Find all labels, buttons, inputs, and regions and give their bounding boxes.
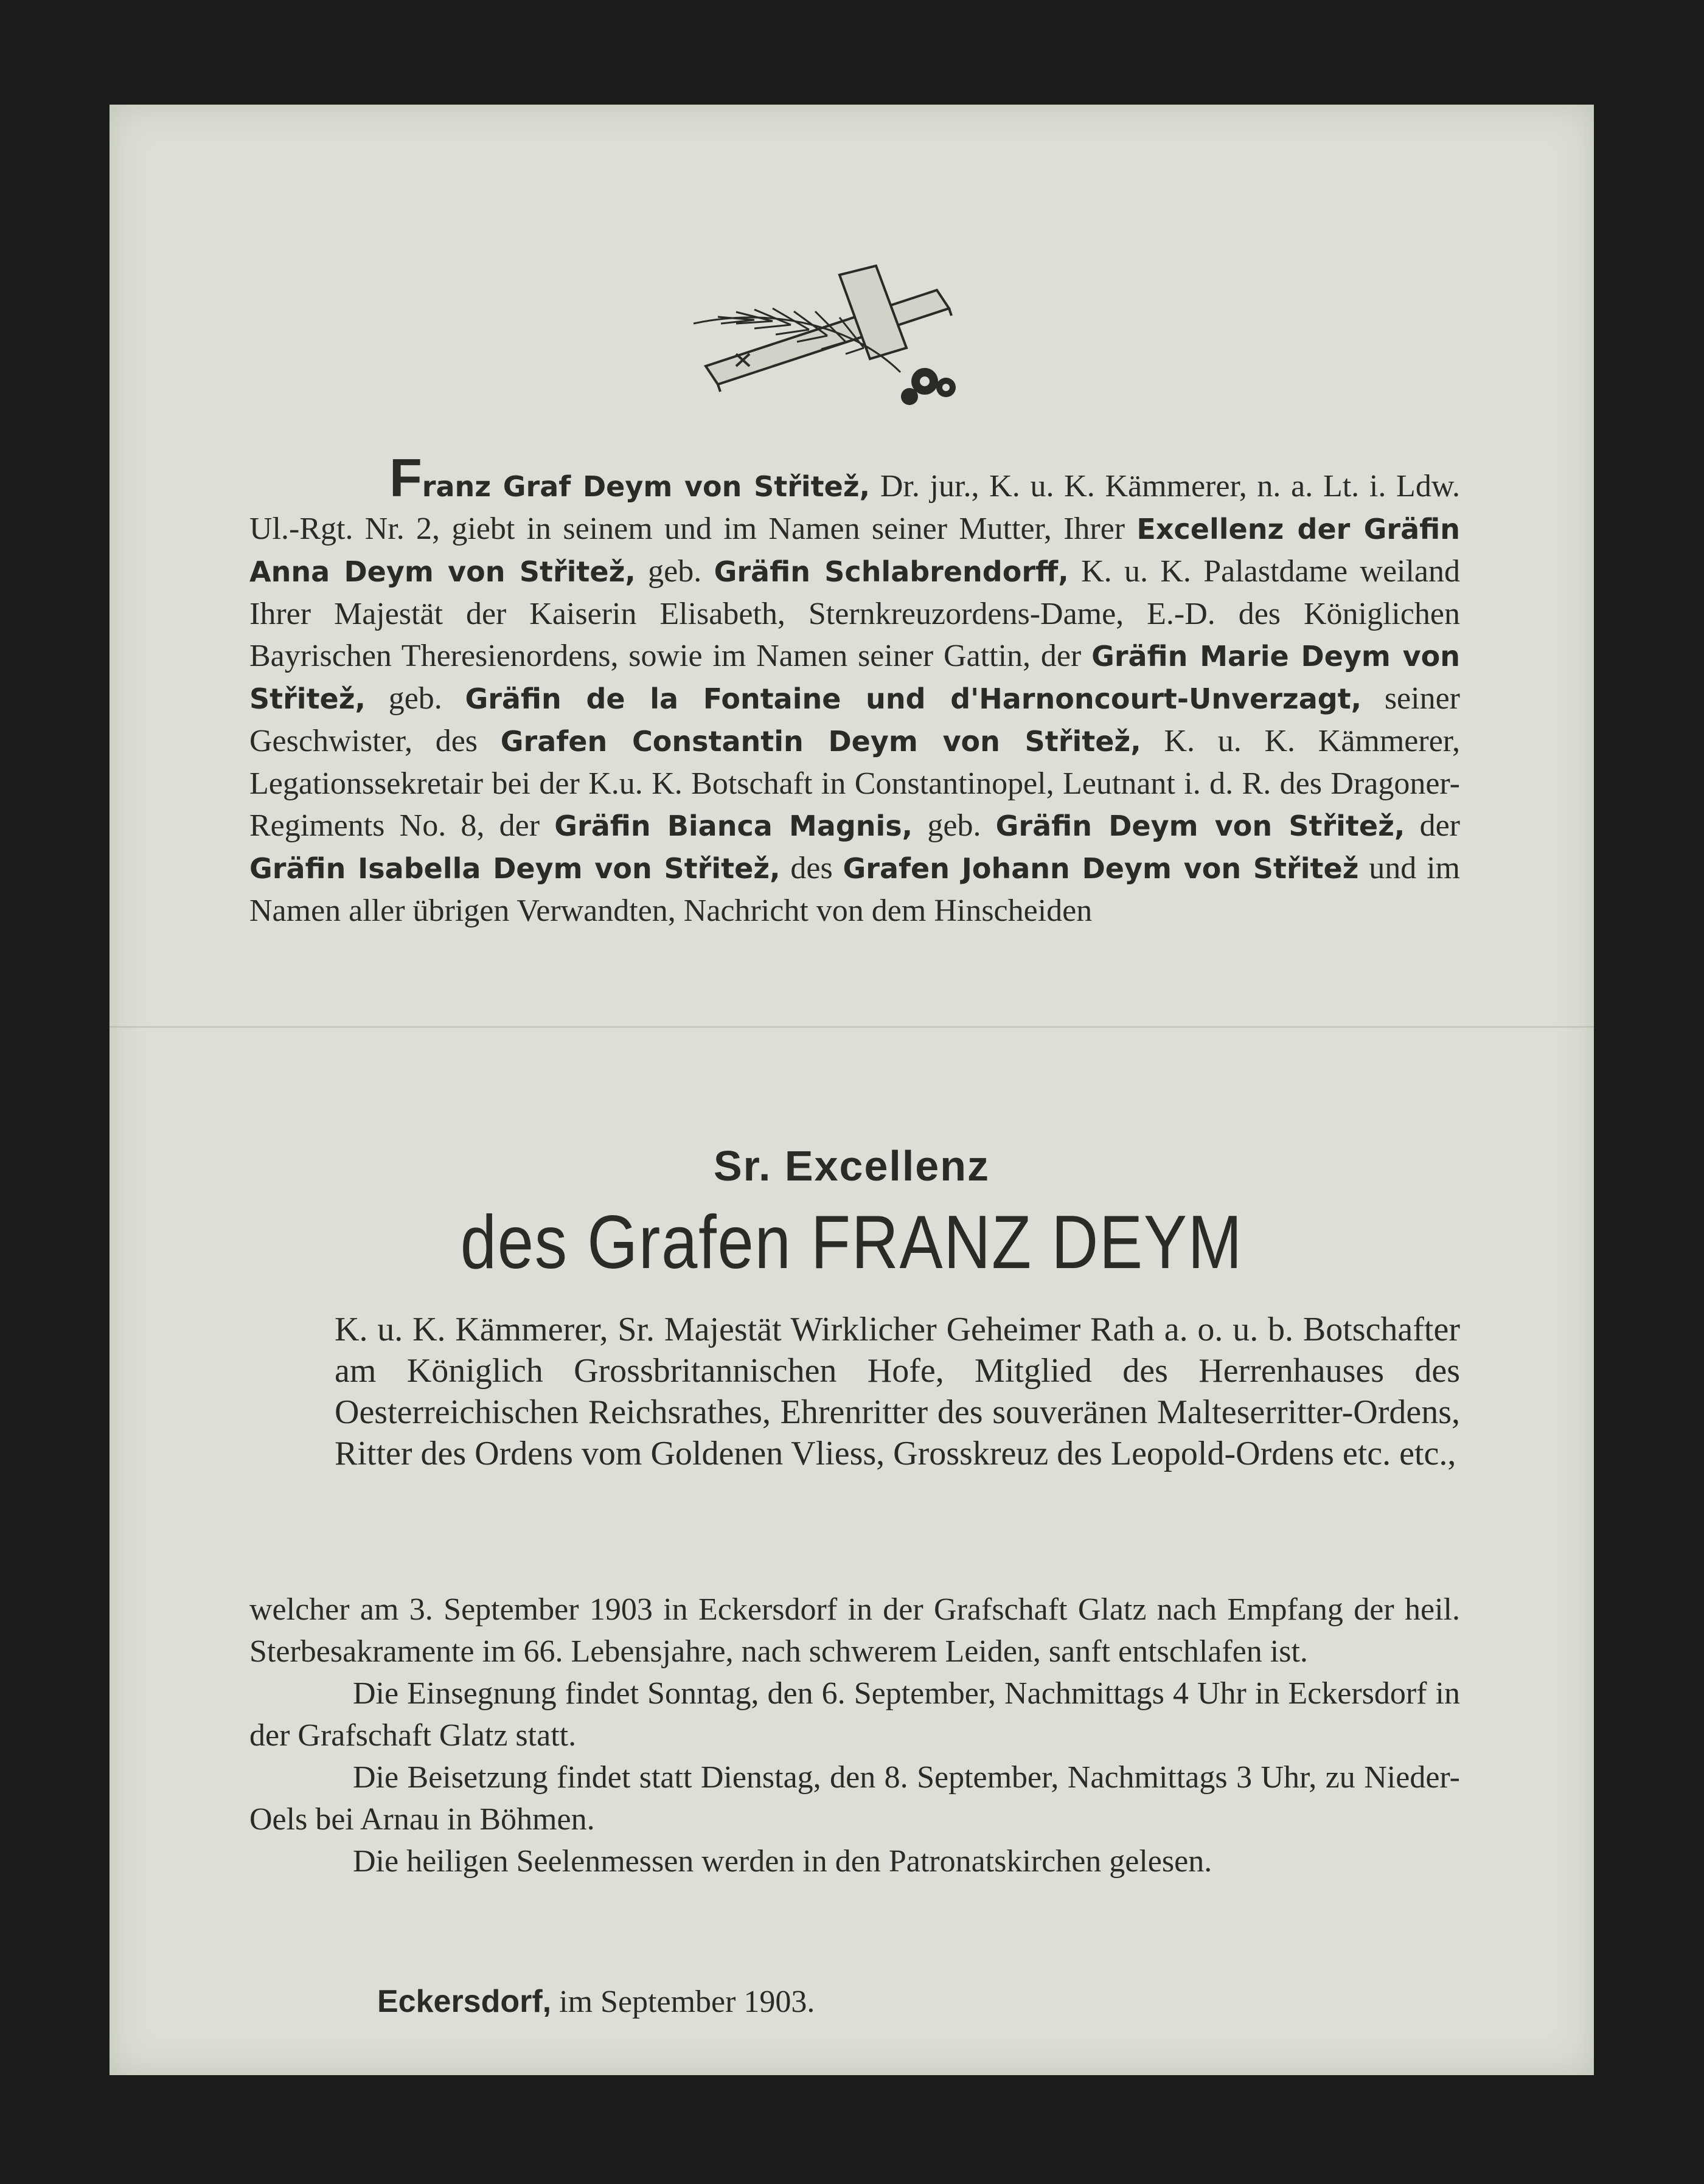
death-details (249, 1589, 1460, 1882)
mourning-notice-sheet (110, 105, 1594, 2075)
mother-name: Excellenz der Gräfin Anna Deym von Střitež, (249, 513, 1460, 588)
sister-isabella: Gräfin Isabella Deym von Střitež, (249, 852, 781, 885)
text-siblings: seiner Geschwister, des (249, 681, 1460, 758)
text-closing: und im Namen aller übrigen Verwandten, Nachricht von dem Hinscheiden (249, 851, 1460, 928)
brother-constantin: Grafen Constantin Deym von Střitež, (500, 725, 1141, 758)
text-geb-1: geb. (635, 554, 714, 589)
signoff-place: Eckersdorf, (377, 1984, 552, 2019)
mother-maiden-name: Gräfin Schlabrendorff, (714, 555, 1069, 588)
masses-notice: Die heiligen Seelenmessen werden in den Patronatskirchen gelesen. (353, 1844, 1212, 1879)
wife-maiden-name: Gräfin de la Fontaine und d'Harnoncourt-Unverzagt, (465, 682, 1362, 715)
deceased-name-heading: des Grafen FRANZ DEYM (460, 1201, 1243, 1284)
honorific-heading: Sr. Excellenz (713, 1142, 990, 1190)
sister-bianca: Gräfin Bianca Magnis, (554, 809, 913, 842)
brother-constantin-titles: K. u. K. Kämmerer, Legationssekretair bei der K.u. K. Botschaft in Constantinopel, Leutnant i. d. R. des Dragoner-Regiments No. 8, der (249, 724, 1461, 843)
brother-johann: Grafen Johann Deym von Střitež (843, 852, 1359, 885)
sister-bianca-maiden: Gräfin Deym von Střitež, (995, 809, 1405, 842)
signoff (377, 1981, 815, 2023)
mother-titles: K. u. K. Palastdame weiland Ihrer Majestät der Kaiserin Elisabeth, Sternkreuzordens-Dame, E.-D. des Königlichen Bayrischen Theresienordens, sowie im Namen seiner Gattin, der (249, 554, 1460, 673)
text-der: der (1405, 808, 1460, 843)
consecration-notice: Die Einsegnung findet Sonntag, den 6. September, Nachmittags 4 Uhr in Eckersdorf in der Grafschaft Glatz statt. (249, 1676, 1460, 1753)
text-geb-2: geb. (366, 681, 465, 716)
drop-initial: F (389, 448, 422, 508)
paper-fold-line (110, 1026, 1594, 1028)
death-notice: welcher am 3. September 1903 in Eckersdorf in der Grafschaft Glatz nach Empfang der heil. Sterbesakramente im 66. Lebensjahre, nach schwerem Leiden, sanft entschlafen ist. (249, 1592, 1460, 1669)
deceased-titles: K. u. K. Kämmerer, Sr. Majestät Wirklicher Geheimer Rath a. o. u. b. Botschafter am Königlich Grossbritannischen Hofe, Mitglied des Herrenhauses des Oesterreichischen Reichsrathes, Ehrenritter des souveränen Malteserritter-Ordens, Ritter des Ordens vom Goldenen Vliess, Grosskreuz des Leopold-Ordens etc. etc., (335, 1311, 1460, 1472)
announcer-rank: Dr. jur., K. u. K. Kämmerer, n. a. Lt. i. Ldw. Ul.-Rgt. Nr. 2, giebt in seinem und im Namen seiner Mutter, Ihrer (249, 469, 1460, 546)
announcer-name: ranz Graf Deym von Střitež, (422, 470, 871, 503)
cross-with-palm-frond-icon (681, 257, 1022, 415)
text-geb-3: geb. (913, 808, 996, 843)
announcement-paragraph (249, 448, 1461, 932)
text-des: des (780, 851, 843, 886)
burial-notice: Die Beisetzung findet statt Dienstag, den 8. September, Nachmittags 3 Uhr, zu Nieder-Oels bei Arnau in Böhmen. (249, 1760, 1460, 1837)
wife-name: Gräfin Marie Deym von Střitež, (249, 640, 1460, 715)
signoff-date: im September 1903. (551, 1985, 815, 2019)
